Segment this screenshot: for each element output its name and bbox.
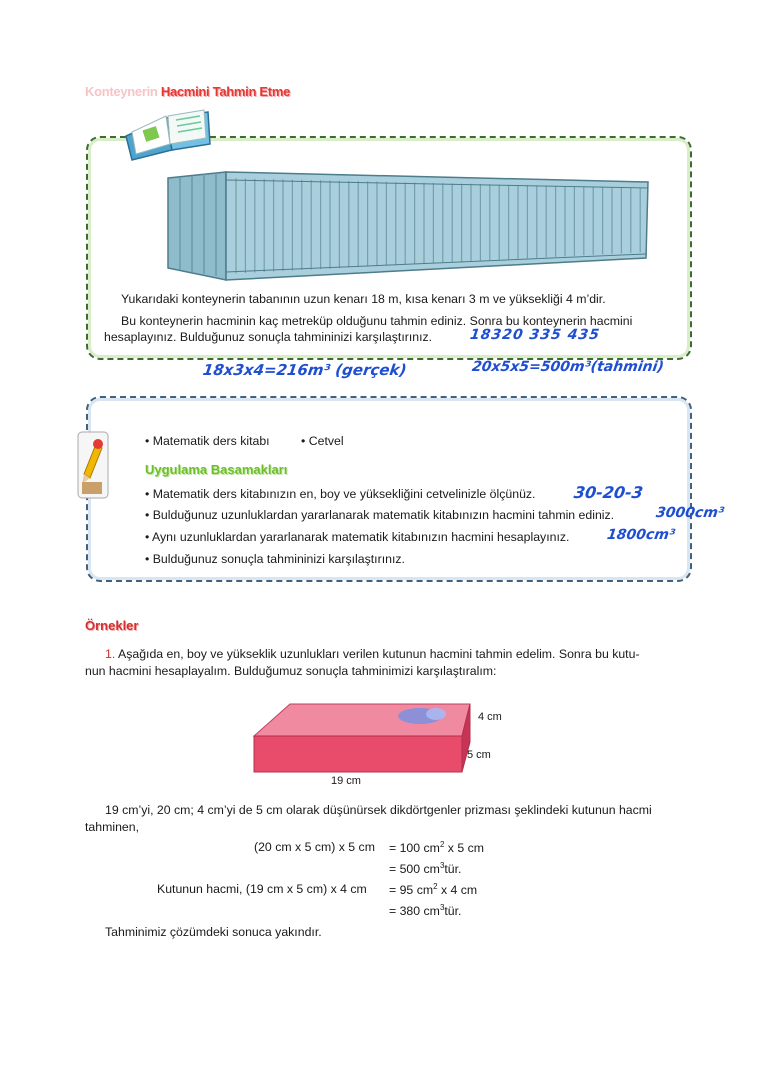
section-title-faded: Konteynerin (85, 84, 161, 99)
example-conclusion: Tahminimiz çözümdeki sonuca yakındır. (105, 925, 322, 939)
calc-actual-right-b: x 4 cm (437, 883, 478, 898)
handwritten-estimates: 18320 335 435 (468, 327, 602, 343)
sup-3: 3 (439, 903, 445, 912)
pencil-icon (76, 430, 110, 500)
section-title-main: Hacmini Tahmin Etme (160, 84, 291, 99)
activity-text-line3: hesaplayınız. Bulduğunuz sonuçla tahmininizi karşılaştırınız. (104, 330, 433, 344)
handwritten-step1: 30-20-3 (572, 483, 645, 502)
sup-2: 2 (439, 840, 445, 849)
calc-estimate-right (389, 840, 484, 855)
example-intro-text: Aşağıda en, boy ve yükseklik uzunlukları verilen kutunun hacmini tahmin edelim. Sonra bu kutu- (115, 647, 640, 661)
activity-text-line2: Bu konteynerin hacminin kaç metreküp olduğunu tahmin ediniz. Sonra bu konteynerin hacmini (121, 314, 633, 328)
calc-actual-result-a: = 380 cm (389, 904, 440, 919)
sup-2: 2 (433, 882, 438, 891)
calc-estimate-left: (20 cm x 5 cm) x 5 cm (254, 840, 375, 854)
examples-heading: Örnekler (85, 618, 139, 633)
calc-actual-result (389, 903, 461, 918)
sup-3: 3 (439, 861, 445, 870)
dim-width-label: 5 cm (467, 749, 491, 761)
dim-length-label: 19 cm (331, 775, 361, 787)
calc-actual-right (389, 882, 477, 897)
pink-box-illustration (250, 700, 472, 776)
example-intro-line2: nun hacmini hesaplayalım. Bulduğumuz sonuçla tahminimizi karşılaştıralım: (85, 664, 497, 678)
calc-actual-right-a: = 95 cm (389, 883, 434, 898)
calc-estimate-right-a: = 100 cm (389, 841, 440, 856)
handwritten-step2: 3000cm³ (654, 505, 726, 521)
calc-actual-result-b: tür. (444, 904, 462, 919)
calc-actual-left: Kutunun hacmi, (19 cm x 5 cm) x 4 cm (157, 882, 367, 896)
material-item-ruler: • Cetvel (301, 434, 344, 448)
calc-estimate-result-b: tür. (444, 862, 462, 877)
shipping-container-illustration (160, 168, 660, 284)
handwritten-step3: 1800cm³ (605, 527, 677, 543)
material-item-textbook: • Matematik ders kitabı (145, 434, 270, 448)
dim-height-label: 4 cm (478, 711, 502, 723)
step-1: • Matematik ders kitabınızın en, boy ve yüksekliğini cetvelinizle ölçünüz. (145, 487, 536, 501)
example-para-line2: tahminen, (85, 820, 140, 834)
activity-text-line1: Yukarıdaki konteynerin tabanının uzun kenarı 18 m, kısa kenarı 3 m ve yüksekliği 4 m’dir. (121, 292, 606, 306)
example-number: 1. (105, 647, 116, 661)
calc-estimate-right-b: x 5 cm (444, 841, 485, 856)
handwritten-real-calc: 18x3x4=216m³ (gerçek) (201, 361, 408, 379)
step-2: • Bulduğunuz uzunluklardan yararlanarak matematik kitabınızın hacmini tahmin ediniz. (145, 508, 615, 522)
step-3: • Aynı uzunluklardan yararlanarak matematik kitabınızın hacmini hesaplayınız. (145, 530, 570, 544)
open-book-icon (122, 106, 214, 162)
example-para-line1: 19 cm’yi, 20 cm; 4 cm’yi de 5 cm olarak düşünürsek dikdörtgenler prizması şeklindeki kutunun hacmi (105, 803, 652, 817)
calc-estimate-result-a: = 500 cm (389, 862, 440, 877)
handwritten-estimate-calc: 20x5x5=500m³(tahmini) (470, 359, 665, 375)
calc-estimate-result (389, 861, 461, 876)
step-4: • Bulduğunuz sonuçla tahmininizi karşılaştırınız. (145, 552, 405, 566)
section-title (85, 84, 290, 99)
steps-heading: Uygulama Basamakları (145, 462, 288, 477)
